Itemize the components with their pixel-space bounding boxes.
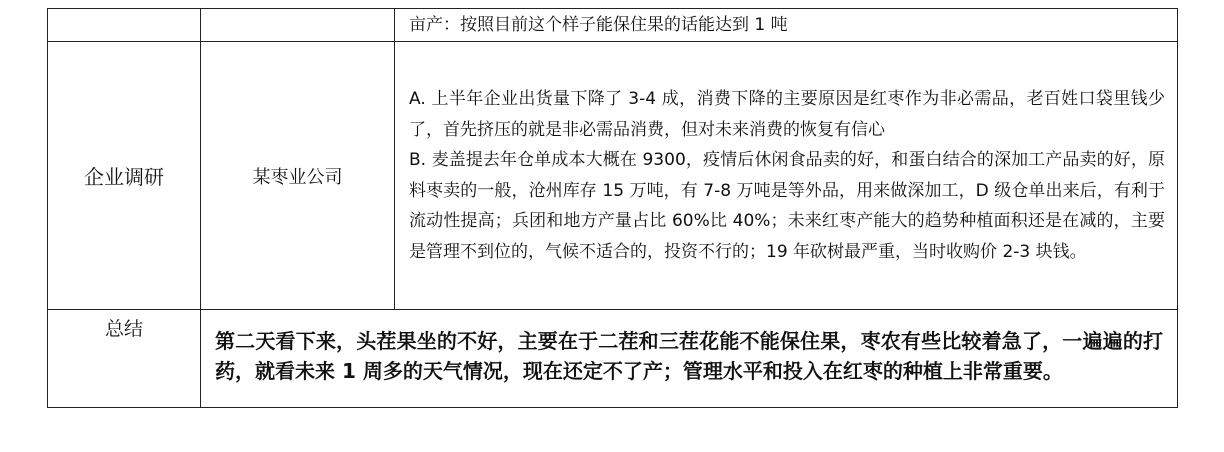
paragraph-a: A. 上半年企业出货量下降了 3-4 成，消费下降的主要原因是红枣作为非必需品，老百姓口袋里钱少了，首先挤压的就是非必需品消费，但对未来消费的恢复有信心 xyxy=(409,89,1165,140)
company-label: 某枣业公司 xyxy=(252,166,343,188)
research-notes-cell xyxy=(395,42,1178,310)
summary-text-cell xyxy=(201,310,1178,408)
category-cell xyxy=(48,42,201,310)
company-cell xyxy=(201,42,395,310)
table-row xyxy=(48,42,1178,310)
paragraph-b: B. 麦盖提去年仓单成本大概在 9300，疫情后休闲食品卖的好，和蛋白结合的深加工产品卖的好，原料枣卖的一般，沧州库存 15 万吨，有 7-8 万吨是等外品，用来做深加工，D 级仓单出来后，有利于流动性提高；兵团和地方产量占比 60%比 40%；未来红枣产能大的趋势种植面积还是在减的，主要是管理不到位的，气候不适合的，投资不行的；19 年砍树最严重，当时收购价 2-3 块钱。 xyxy=(409,150,1165,262)
table-cell-empty xyxy=(201,9,395,42)
category-label: 企业调研 xyxy=(84,165,164,189)
summary-label-cell xyxy=(48,310,201,408)
summary-label: 总结 xyxy=(104,318,143,340)
summary-text: 第二天看下来，头茬果坐的不好，主要在于二茬和三茬花能不能保住果，枣农有些比较着急了，一遍遍的打药，就看未来 1 周多的天气情况，现在还定不了产；管理水平和投入在红枣的种植上非常重要。 xyxy=(215,328,1163,383)
research-table xyxy=(47,8,1178,408)
table-cell-empty xyxy=(48,9,201,42)
table-row xyxy=(48,310,1178,408)
yield-note-text: 亩产：按照目前这个样子能保住果的话能达到 1 吨 xyxy=(409,15,788,35)
yield-note-cell xyxy=(395,9,1178,42)
table-row xyxy=(48,9,1178,42)
